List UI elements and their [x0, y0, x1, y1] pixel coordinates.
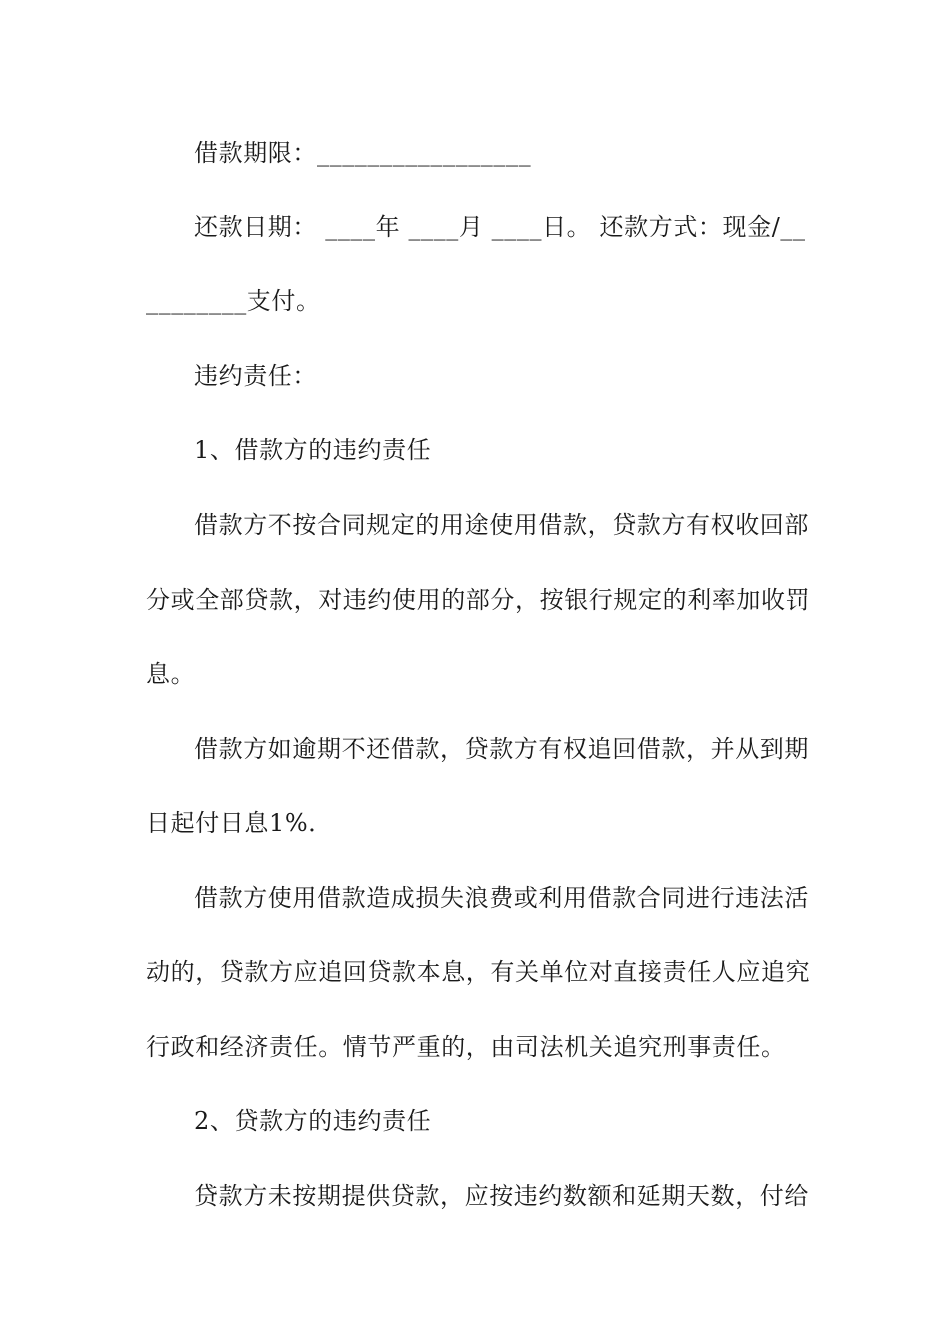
- paragraph-line: 行政和经济责任。情节严重的，由司法机关追究刑事责任。: [146, 1033, 786, 1061]
- paragraph-line: 动的，贷款方应追回贷款本息，有关单位对直接责任人应追究: [146, 958, 811, 986]
- paragraph-line: 借款方使用借款造成损失浪费或利用借款合同进行违法活: [194, 884, 809, 912]
- paragraph-line: 息。: [146, 660, 196, 688]
- loan-term-line: 借款期限：_________________: [194, 139, 532, 167]
- borrower-liability-heading: 1、借款方的违约责任: [194, 436, 432, 464]
- lender-liability-heading: 2、贷款方的违约责任: [194, 1107, 432, 1135]
- paragraph-line: 借款方如逾期不还借款，贷款方有权追回借款，并从到期: [194, 735, 809, 763]
- paragraph-line: 日起付日息1%．: [146, 809, 333, 837]
- breach-liability-heading: 违约责任：: [194, 362, 317, 390]
- paragraph-line: 贷款方未按期提供贷款，应按违约数额和延期天数，付给: [194, 1182, 809, 1210]
- paragraph-line: 分或全部贷款，对违约使用的部分，按银行规定的利率加收罚: [146, 586, 811, 614]
- repayment-date-line: 还款日期： ____年 ____月 ____日。 还款方式：现金/__: [194, 213, 806, 241]
- paragraph-line: 借款方不按合同规定的用途使用借款，贷款方有权收回部: [194, 511, 809, 539]
- payment-method-line: ________支付。: [146, 287, 321, 315]
